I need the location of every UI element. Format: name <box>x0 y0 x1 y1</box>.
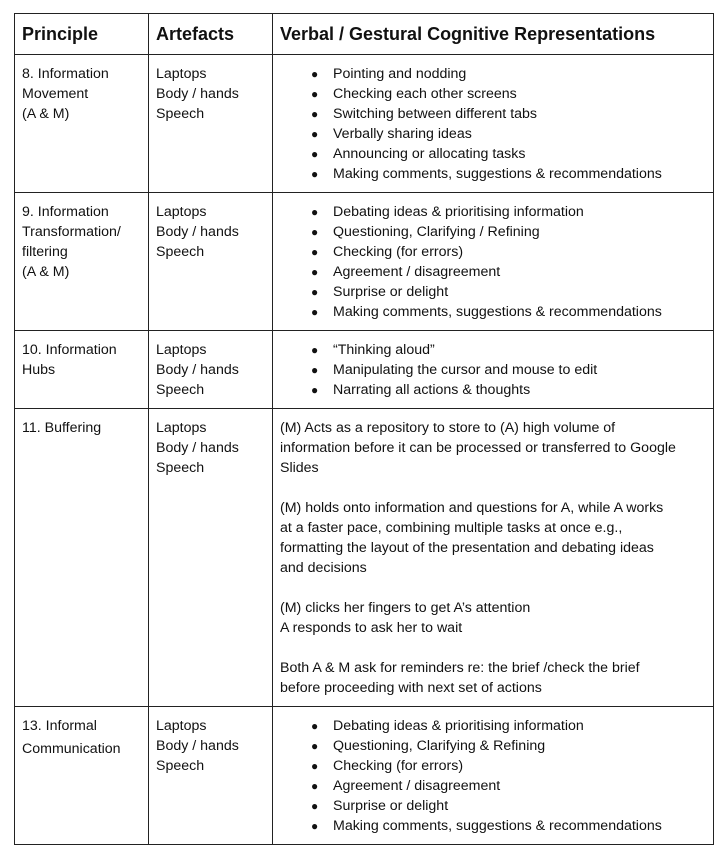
principle-line: 13. Informal <box>22 718 97 734</box>
bullet-icon: ● <box>311 225 319 239</box>
list-item: ● Switching between different tabs <box>311 106 538 122</box>
artefact-item: Laptops <box>156 718 207 734</box>
bullet-icon: ● <box>311 305 319 319</box>
list-item: ● Narrating all actions & thoughts <box>311 382 531 398</box>
principle-line: filtering <box>22 244 68 260</box>
principle-line: 9. Information <box>22 204 109 220</box>
bullet-icon: ● <box>311 127 319 141</box>
list-item: ● Surprise or delight <box>311 284 449 300</box>
bullet-list <box>273 331 713 408</box>
artefact-item: Body / hands <box>156 440 239 456</box>
principle-cell <box>15 707 149 845</box>
principle-line: 8. Information <box>22 66 109 82</box>
bullet-icon: ● <box>311 759 319 773</box>
artefacts-cell <box>149 193 273 331</box>
paragraph: (M) clicks her fingers to get A’s attention A responds to ask her to wait <box>280 600 531 636</box>
artefact-item: Speech <box>156 106 205 122</box>
list-item: ● Making comments, suggestions & recommendations <box>311 304 662 320</box>
artefact-item: Body / hands <box>156 738 239 754</box>
column-header-principle: Principle <box>15 14 149 55</box>
principle-line: Communication <box>22 741 121 757</box>
bullet-icon: ● <box>311 107 319 121</box>
principle-cell <box>15 409 149 707</box>
bullet-icon: ● <box>311 265 319 279</box>
list-item: ● Pointing and nodding <box>311 66 467 82</box>
list-item: ● Checking (for errors) <box>311 244 464 260</box>
column-header-representations: Verbal / Gestural Cognitive Representations <box>273 14 714 55</box>
table-row <box>15 331 714 409</box>
bullet-icon: ● <box>311 383 319 397</box>
bullet-icon: ● <box>311 147 319 161</box>
bullet-icon: ● <box>311 205 319 219</box>
list-item: ● Making comments, suggestions & recommendations <box>311 818 662 834</box>
artefact-item: Speech <box>156 244 205 260</box>
paragraph: (M) holds onto information and questions for A, while A works at a faster pace, combining multiple tasks at once e.g., formatting the layout of the presentation and debating ideas and decisions <box>280 500 664 576</box>
bullet-list <box>273 55 713 192</box>
bullet-list <box>273 193 713 330</box>
artefact-item: Body / hands <box>156 86 239 102</box>
list-item: ● Verbally sharing ideas <box>311 126 472 142</box>
bullet-icon: ● <box>311 245 319 259</box>
list-item: ● Checking (for errors) <box>311 758 464 774</box>
artefact-item: Laptops <box>156 66 207 82</box>
principle-line: Hubs <box>22 362 56 378</box>
representations-cell <box>273 409 714 707</box>
list-item: ● Manipulating the cursor and mouse to edit <box>311 362 598 378</box>
bullet-icon: ● <box>311 819 319 833</box>
artefacts-cell <box>149 331 273 409</box>
table-row <box>15 409 714 707</box>
list-item: ● Surprise or delight <box>311 798 449 814</box>
bullet-icon: ● <box>311 343 319 357</box>
bullet-icon: ● <box>311 167 319 181</box>
paragraph: Both A & M ask for reminders re: the brief /check the brief before proceeding with next set of actions <box>280 660 640 696</box>
principle-line: (A & M) <box>22 264 70 280</box>
artefact-item: Speech <box>156 382 205 398</box>
list-item: ● Debating ideas & prioritising information <box>311 204 584 220</box>
artefact-item: Speech <box>156 758 205 774</box>
list-item: ● Making comments, suggestions & recommendations <box>311 166 662 182</box>
bullet-list <box>273 707 713 844</box>
principle-line: Transformation/ <box>22 224 121 240</box>
bullet-icon: ● <box>311 799 319 813</box>
list-item: ● Checking each other screens <box>311 86 517 102</box>
representations-cell <box>273 55 714 193</box>
column-header-artefacts: Artefacts <box>149 14 273 55</box>
artefacts-cell <box>149 55 273 193</box>
principle-line: Movement <box>22 86 89 102</box>
principle-cell <box>15 55 149 193</box>
table-header-row <box>15 14 714 55</box>
bullet-icon: ● <box>311 67 319 81</box>
artefacts-cell <box>149 409 273 707</box>
list-item: ● Debating ideas & prioritising information <box>311 718 584 734</box>
artefact-item: Laptops <box>156 420 207 436</box>
bullet-icon: ● <box>311 87 319 101</box>
list-item: ● Agreement / disagreement <box>311 264 501 280</box>
representations-cell <box>273 193 714 331</box>
artefacts-cell <box>149 707 273 845</box>
bullet-icon: ● <box>311 363 319 377</box>
table-row <box>15 707 714 845</box>
principle-line: 10. Information <box>22 342 117 358</box>
artefact-item: Body / hands <box>156 224 239 240</box>
list-item: ● “Thinking aloud” <box>311 342 435 358</box>
bullet-icon: ● <box>311 779 319 793</box>
list-item: ● Questioning, Clarifying / Refining <box>311 224 540 240</box>
list-item: ● Questioning, Clarifying & Refining <box>311 738 546 754</box>
bullet-icon: ● <box>311 285 319 299</box>
artefact-item: Laptops <box>156 204 207 220</box>
artefact-item: Body / hands <box>156 362 239 378</box>
principle-cell <box>15 193 149 331</box>
list-item: ● Announcing or allocating tasks <box>311 146 526 162</box>
principles-table <box>14 13 714 845</box>
bullet-icon: ● <box>311 739 319 753</box>
principle-cell <box>15 331 149 409</box>
representations-cell <box>273 707 714 845</box>
principle-line: (A & M) <box>22 106 70 122</box>
paragraph: (M) Acts as a repository to store to (A) high volume of information before it can be processed or transferred to Google Slides <box>280 420 676 476</box>
list-item: ● Agreement / disagreement <box>311 778 501 794</box>
table-row <box>15 193 714 331</box>
artefact-item: Speech <box>156 460 205 476</box>
representations-cell <box>273 331 714 409</box>
bullet-icon: ● <box>311 719 319 733</box>
artefact-item: Laptops <box>156 342 207 358</box>
principle-line: 11. Buffering <box>22 420 102 436</box>
table-row <box>15 55 714 193</box>
